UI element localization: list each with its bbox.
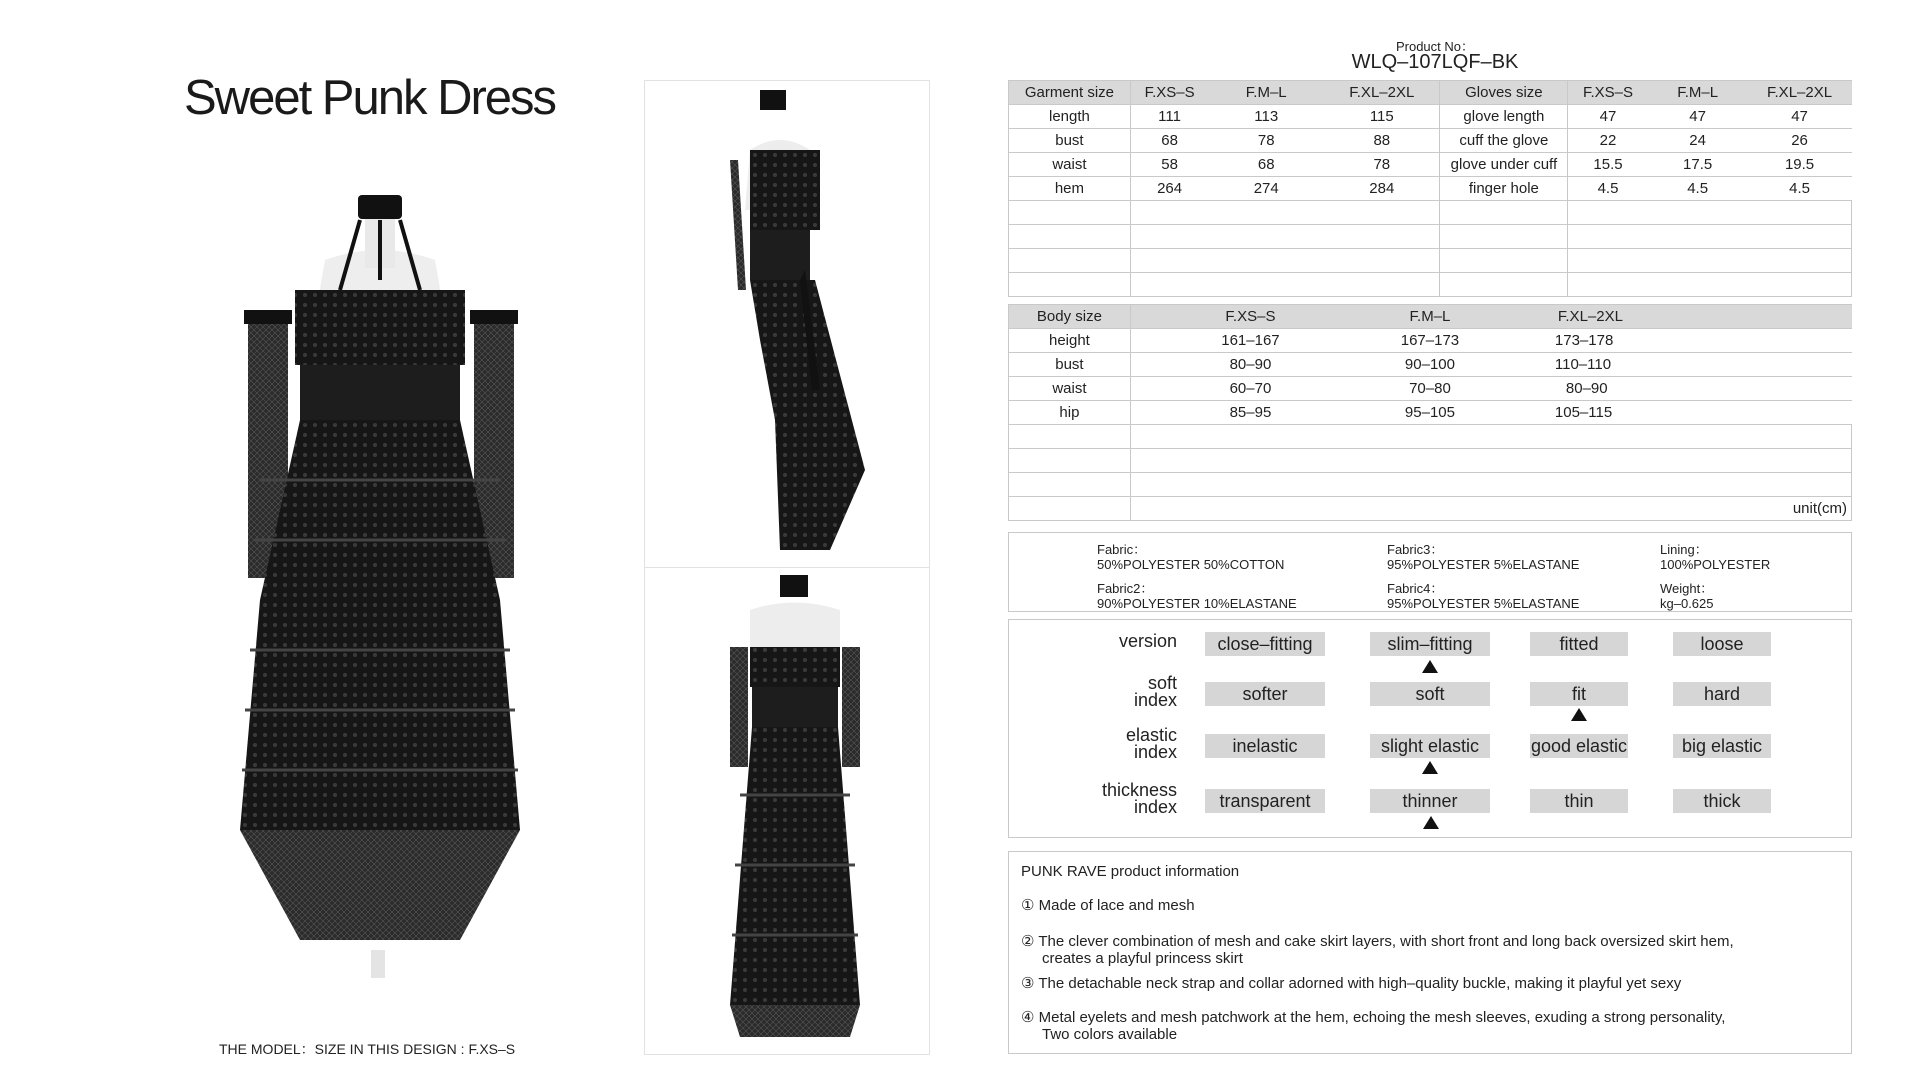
empty-row <box>1009 425 1852 449</box>
table-cell: 47 <box>1748 105 1852 129</box>
fabric-value: 95%POLYESTER 5%ELASTANE <box>1387 596 1580 611</box>
table-cell: 111 <box>1130 105 1208 129</box>
size-header: F.XS–S <box>1130 305 1370 329</box>
table-row <box>1009 153 1852 177</box>
size-header: F.XL–2XL <box>1748 81 1852 105</box>
photo-divider <box>644 567 930 568</box>
info-item-4-cont: Two colors available <box>1042 1026 1178 1043</box>
table-cell: 22 <box>1568 129 1648 153</box>
table-header-row <box>1009 81 1852 105</box>
table-cell: 161–167 <box>1130 329 1370 353</box>
table-cell: cuff the glove <box>1440 129 1568 153</box>
lining <box>1660 542 1770 572</box>
front-view-photo <box>230 180 530 980</box>
table-row <box>1009 353 1852 377</box>
version-option-loose: loose <box>1673 632 1771 656</box>
elastic-option-big-elastic: big elastic <box>1673 734 1771 758</box>
table-cell: bust <box>1009 353 1131 377</box>
table-cell: 68 <box>1208 153 1324 177</box>
table-cell: 110–110 <box>1490 353 1852 377</box>
table-cell: 80–90 <box>1130 353 1370 377</box>
fabric-label: Fabric3： <box>1387 542 1444 557</box>
unit-row <box>1009 497 1852 521</box>
table-cell: 4.5 <box>1648 177 1748 201</box>
table-cell: 47 <box>1568 105 1648 129</box>
table-cell: 284 <box>1324 177 1440 201</box>
empty-row <box>1009 273 1852 297</box>
table-cell: 274 <box>1208 177 1324 201</box>
fabric-2 <box>1097 581 1297 611</box>
elastic-index-label: elastic index <box>1125 725 1177 762</box>
table-cell: 17.5 <box>1648 153 1748 177</box>
fabric-label: Fabric4： <box>1387 581 1444 596</box>
table-cell: 60–70 <box>1130 377 1370 401</box>
table-cell: 173–178 <box>1490 329 1852 353</box>
info-heading: PUNK RAVE product information <box>1021 863 1240 880</box>
fabric-label: Fabric2： <box>1097 581 1154 596</box>
soft-option-fit: fit <box>1530 682 1628 706</box>
size-header: F.M–L <box>1370 305 1490 329</box>
table-cell: 78 <box>1324 153 1440 177</box>
version-selected-marker-icon <box>1422 660 1438 673</box>
version-label: version <box>1118 631 1177 651</box>
info-item-2: ② The clever combination of mesh and cake skirt layers, with short front and long back oversized skirt hem, <box>1021 933 1734 950</box>
table-cell: 58 <box>1130 153 1208 177</box>
table-row <box>1009 129 1852 153</box>
table-cell: length <box>1009 105 1131 129</box>
table-cell: waist <box>1009 153 1131 177</box>
empty-row <box>1009 249 1852 273</box>
table-cell: 47 <box>1648 105 1748 129</box>
table-cell: 90–100 <box>1370 353 1490 377</box>
back-view-photo <box>710 575 880 1045</box>
info-item-1: ① Made of lace and mesh <box>1021 897 1195 914</box>
soft-option-soft: soft <box>1370 682 1490 706</box>
table-cell: glove under cuff <box>1440 153 1568 177</box>
table-cell: 167–173 <box>1370 329 1490 353</box>
table-cell: 113 <box>1208 105 1324 129</box>
elastic-option-slight-elastic: slight elastic <box>1370 734 1490 758</box>
fabric-info-box <box>1008 532 1852 612</box>
table-cell: 24 <box>1648 129 1748 153</box>
fabric-label: Fabric： <box>1097 542 1147 557</box>
table-row <box>1009 105 1852 129</box>
body-size-header: Body size <box>1009 305 1131 329</box>
size-header: F.XS–S <box>1568 81 1648 105</box>
table-cell: 68 <box>1130 129 1208 153</box>
model-size-note: THE MODEL：SIZE IN THIS DESIGN : F.XS–S <box>219 1041 516 1057</box>
table-cell: 264 <box>1130 177 1208 201</box>
body-size-table <box>1008 304 1852 521</box>
gloves-size-header: Gloves size <box>1440 81 1568 105</box>
empty-row <box>1009 449 1852 473</box>
thickness-option-thin: thin <box>1530 789 1628 813</box>
thickness-option-transparent: transparent <box>1205 789 1325 813</box>
fabric-1 <box>1097 542 1284 572</box>
fabric-value: 90%POLYESTER 10%ELASTANE <box>1097 596 1297 611</box>
table-row <box>1009 177 1852 201</box>
fabric-4 <box>1387 581 1579 611</box>
info-item-4: ④ Metal eyelets and mesh patchwork at the hem, echoing the mesh sleeves, exuding a strong personality, <box>1021 1009 1726 1026</box>
thickness-option-thinner: thinner <box>1370 789 1490 813</box>
garment-gloves-size-table <box>1008 80 1852 297</box>
weight <box>1660 581 1714 611</box>
table-cell: 80–90 <box>1490 377 1852 401</box>
table-row <box>1009 377 1852 401</box>
table-cell: 85–95 <box>1130 401 1370 425</box>
version-option-close-fitting: close–fitting <box>1205 632 1325 656</box>
table-cell: 105–115 <box>1490 401 1852 425</box>
table-cell: glove length <box>1440 105 1568 129</box>
table-row <box>1009 401 1852 425</box>
empty-row <box>1009 473 1852 497</box>
soft-option-softer: softer <box>1205 682 1325 706</box>
product-number: WLQ–107LQF–BK <box>1351 51 1519 73</box>
garment-size-header: Garment size <box>1009 81 1131 105</box>
table-cell: 115 <box>1324 105 1440 129</box>
size-header: F.XL–2XL <box>1490 305 1852 329</box>
table-cell: bust <box>1009 129 1131 153</box>
soft-selected-marker-icon <box>1571 708 1587 721</box>
table-cell: 78 <box>1208 129 1324 153</box>
table-cell: 15.5 <box>1568 153 1648 177</box>
version-option-slim-fitting: slim–fitting <box>1370 632 1490 656</box>
lining-value: 100%POLYESTER <box>1660 557 1771 572</box>
size-header: F.M–L <box>1648 81 1748 105</box>
table-cell: finger hole <box>1440 177 1568 201</box>
elastic-option-good-elastic: good elastic <box>1530 736 1628 756</box>
fabric-value: 50%POLYESTER 50%COTTON <box>1097 557 1285 572</box>
product-information-box <box>1008 851 1852 1054</box>
elastic-option-inelastic: inelastic <box>1205 734 1325 758</box>
soft-index-label: soft index <box>1133 673 1177 710</box>
size-header: F.M–L <box>1208 81 1324 105</box>
weight-label: Weight： <box>1660 581 1714 596</box>
table-cell: 26 <box>1748 129 1852 153</box>
table-row <box>1009 329 1852 353</box>
side-view-photo <box>720 90 880 560</box>
info-item-3: ③ The detachable neck strap and collar adorned with high–quality buckle, making it playful yet sexy <box>1021 975 1682 992</box>
thickness-index-label: thickness index <box>1101 780 1177 817</box>
elastic-selected-marker-icon <box>1422 761 1438 774</box>
table-cell: 4.5 <box>1748 177 1852 201</box>
weight-value: kg–0.625 <box>1660 596 1714 611</box>
empty-row <box>1009 225 1852 249</box>
thickness-selected-marker-icon <box>1423 816 1439 829</box>
fabric-value: 95%POLYESTER 5%ELASTANE <box>1387 557 1580 572</box>
info-item-2-cont: creates a playful princess skirt <box>1042 950 1243 967</box>
table-cell: 4.5 <box>1568 177 1648 201</box>
unit-label: unit(cm) <box>1130 497 1851 521</box>
table-cell: 70–80 <box>1370 377 1490 401</box>
page-title: Sweet Punk Dress <box>184 71 556 125</box>
soft-option-hard: hard <box>1673 682 1771 706</box>
version-option-fitted: fitted <box>1530 632 1628 656</box>
empty-row <box>1009 201 1852 225</box>
table-cell: 19.5 <box>1748 153 1852 177</box>
lining-label: Lining： <box>1660 542 1708 557</box>
size-header: F.XS–S <box>1130 81 1208 105</box>
product-number-label: Product No： <box>1395 39 1475 54</box>
table-cell: 88 <box>1324 129 1440 153</box>
table-cell: hem <box>1009 177 1131 201</box>
table-cell: hip <box>1009 401 1131 425</box>
thickness-option-thick: thick <box>1673 789 1771 813</box>
table-header-row <box>1009 305 1852 329</box>
fabric-3 <box>1387 542 1579 572</box>
table-cell: height <box>1009 329 1131 353</box>
size-header: F.XL–2XL <box>1324 81 1440 105</box>
table-cell: waist <box>1009 377 1131 401</box>
table-cell: 95–105 <box>1370 401 1490 425</box>
fit-index-box <box>1008 619 1852 838</box>
